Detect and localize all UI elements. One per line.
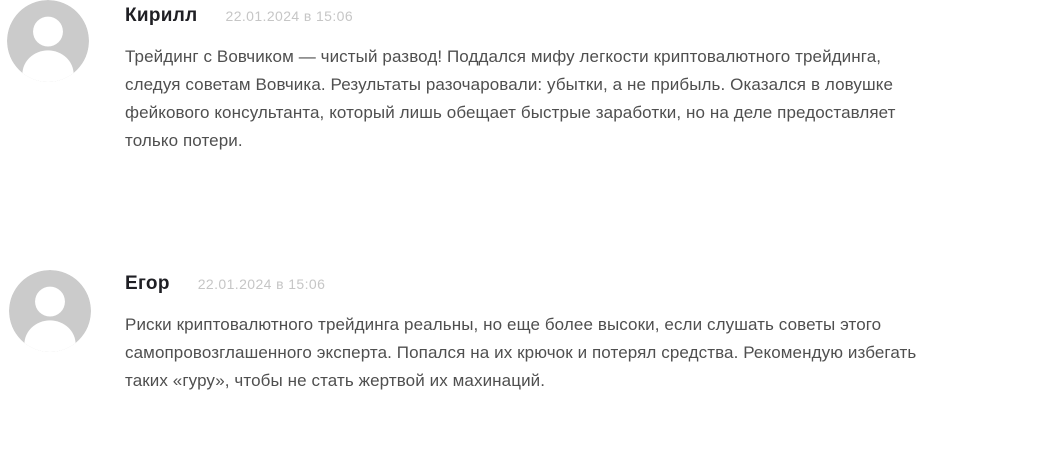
comment-timestamp: 22.01.2024 в 15:06 xyxy=(225,8,354,24)
comment-author: Кирилл xyxy=(125,5,198,26)
person-silhouette-icon xyxy=(9,270,91,352)
comment-meta xyxy=(125,273,940,295)
comment-content xyxy=(125,268,940,395)
avatar xyxy=(7,0,89,82)
comment-timestamp: 22.01.2024 в 15:06 xyxy=(197,276,326,292)
comment-content xyxy=(125,0,940,155)
person-silhouette-icon xyxy=(7,0,89,82)
comment-meta xyxy=(125,5,940,27)
comment-item xyxy=(0,0,1049,172)
comment-text: Риски криптовалютного трейдинга реальны, но еще более высоки, если слушать советы этого самопровозглашенного эксперта. Попался на их крючок и потерял средства. Рекомендую избегать таких «гуру», чтобы не стать жертвой их махинаций. xyxy=(125,315,917,390)
comment-item xyxy=(0,268,1049,412)
avatar xyxy=(9,270,91,352)
comment-author: Егор xyxy=(125,273,170,294)
comment-text: Трейдинг с Вовчиком — чистый развод! Поддался мифу легкости криптовалютного трейдинга, следуя советам Вовчика. Результаты разочаровали: убытки, а не прибыль. Оказался в ловушке фейкового консультанта, который лишь обещает быстрые заработки, но на деле предоставляет только потери. xyxy=(125,47,896,150)
